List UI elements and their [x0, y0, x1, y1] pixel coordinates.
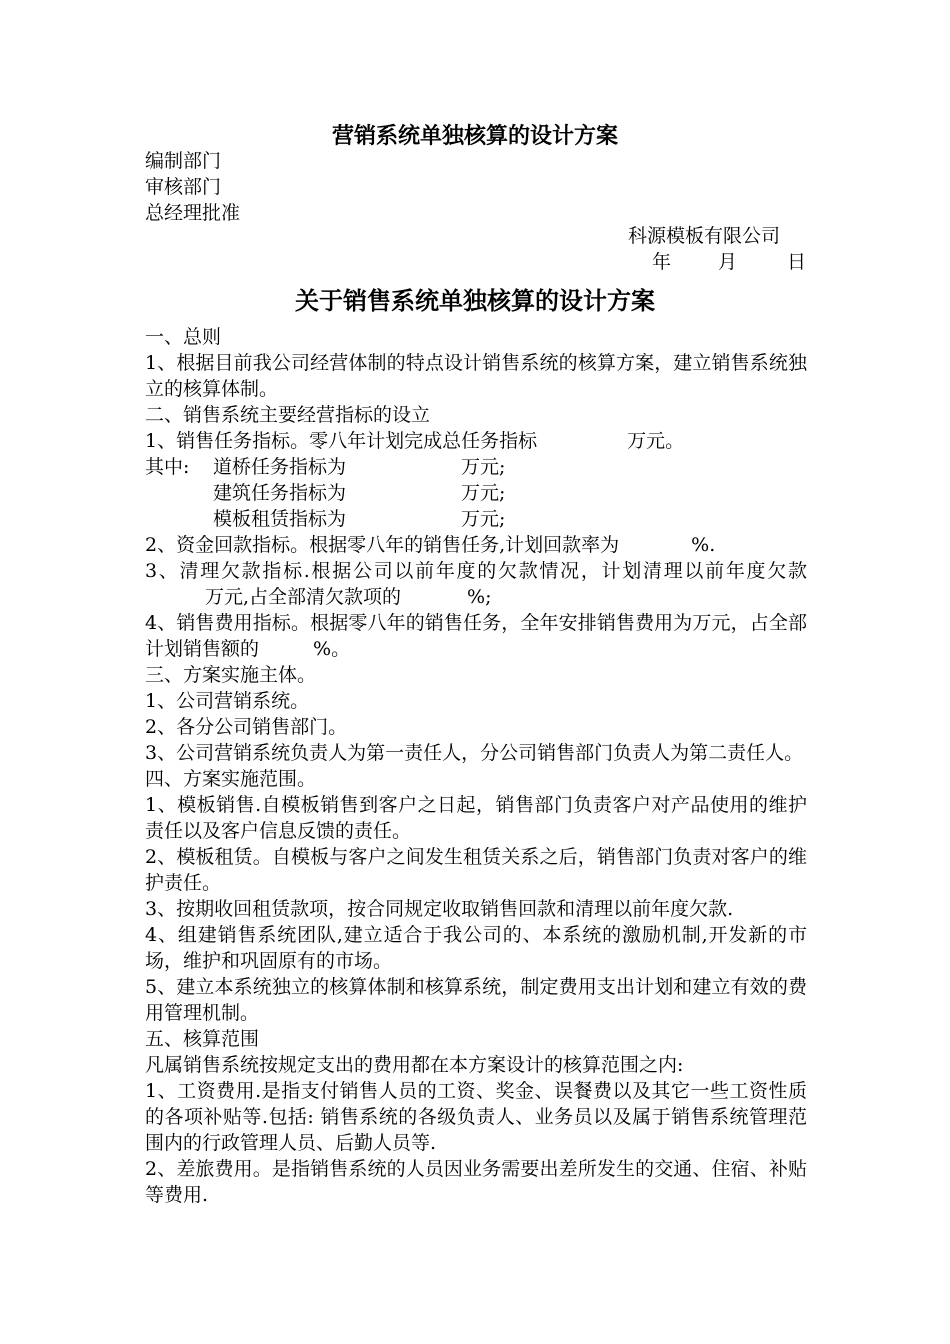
paragraph-text: 万元,占全部清欠款项的: [205, 586, 402, 608]
paragraph-text: %.: [691, 534, 716, 556]
paragraph: 1、根据目前我公司经营体制的特点设计销售系统的核算方案，建立销售系统独立的核算体制。: [145, 352, 807, 400]
paragraph-text: 4、销售费用指标。根据零八年的销售任务，全年安排销售费用为: [145, 612, 693, 634]
section-heading: 五、核算范围: [145, 1028, 260, 1050]
paragraph: 5、建立本系统独立的核算体制和核算系统，制定费用支出计划和建立有效的费用管理机制。: [145, 976, 807, 1024]
paragraph-text: 万元，占全部计划销售额的: [145, 612, 807, 660]
document-body: [145, 324, 807, 1208]
target-unit: 万元;: [461, 482, 506, 504]
paragraph: 2、差旅费用。是指销售系统的人员因业务需要出差所发生的交通、住宿、补贴等费用.: [145, 1158, 807, 1206]
paragraph-text: %;: [467, 586, 492, 608]
paragraph-text: %。: [313, 638, 351, 660]
date-day-label: 日: [787, 251, 807, 273]
paragraph: [145, 558, 807, 610]
target-row: [145, 506, 807, 532]
paragraph: 凡属销售系统按规定支出的费用都在本方案设计的核算范围之内:: [145, 1054, 684, 1076]
target-label: 建筑任务指标为: [213, 482, 347, 504]
paragraph-text: 1、销售任务指标。零八年计划完成总任务指标: [145, 430, 538, 452]
gm-approval-label: 总经理批准: [145, 202, 241, 224]
document-title: 关于销售系统单独核算的设计方案: [295, 286, 655, 315]
paragraph: 4、组建销售系统团队,建立适合于我公司的、本系统的激励机制,开发新的市场，维护和巩固原有的市场。: [145, 924, 807, 972]
paragraph: 3、公司营销系统负责人为第一责任人，分公司销售部门负责人为第二责任人。: [145, 742, 804, 764]
paragraph: 1、公司营销系统。: [145, 690, 310, 712]
review-department-label: 审核部门: [145, 176, 222, 198]
paragraph: 1、工资费用.是指支付销售人员的工资、奖金、误餐费以及其它一些工资性质的各项补贴等.包括: 销售系统的各级负责人、业务员以及属于销售系统管理范围内的行政管理人员、后勤人员等.: [145, 1080, 807, 1154]
target-label: 道桥任务指标为: [213, 456, 347, 478]
document-header-title: 营销系统单独核算的设计方案: [331, 123, 618, 149]
target-label: 模板租赁指标为: [213, 508, 347, 530]
among-label: 其中:: [145, 456, 190, 478]
target-row: [145, 480, 807, 506]
paragraph: 3、按期收回租赁款项，按合同规定收取销售回款和清理以前年度欠款.: [145, 898, 734, 920]
section-heading: 四、方案实施范围。: [145, 768, 317, 790]
paragraph-text: 3、清理欠款指标.根据公司以前年度的欠款情况，计划清理以前年度欠款: [145, 560, 807, 582]
paragraph: 2、各分公司销售部门。: [145, 716, 348, 738]
paragraph: [145, 428, 807, 454]
paragraph-text: 万元。: [627, 430, 685, 452]
section-heading: 一、总则: [145, 326, 222, 348]
section-heading: 三、方案实施主体。: [145, 664, 317, 686]
approval-block: [145, 148, 240, 226]
paragraph: 1、模板销售.自模板销售到客户之日起，销售部门负责客户对产品使用的维护责任以及客户信息反馈的责任。: [145, 794, 807, 842]
paragraph: 2、模板租赁。自模板与客户之间发生租赁关系之后，销售部门负责对客户的维护责任。: [145, 846, 807, 894]
date-year-label: 年: [652, 251, 672, 273]
target-unit: 万元;: [461, 508, 506, 530]
target-unit: 万元;: [461, 456, 506, 478]
paragraph-text: 2、资金回款指标。根据零八年的销售任务,计划回款率为: [145, 534, 620, 556]
paragraph: [145, 532, 807, 558]
paragraph: [145, 610, 807, 662]
target-row: [145, 454, 807, 480]
edit-department-label: 编制部门: [145, 150, 222, 172]
company-name: 科源模板有限公司: [628, 225, 781, 247]
date-month-label: 月: [718, 251, 738, 273]
section-heading: 二、销售系统主要经营指标的设立: [145, 404, 431, 426]
